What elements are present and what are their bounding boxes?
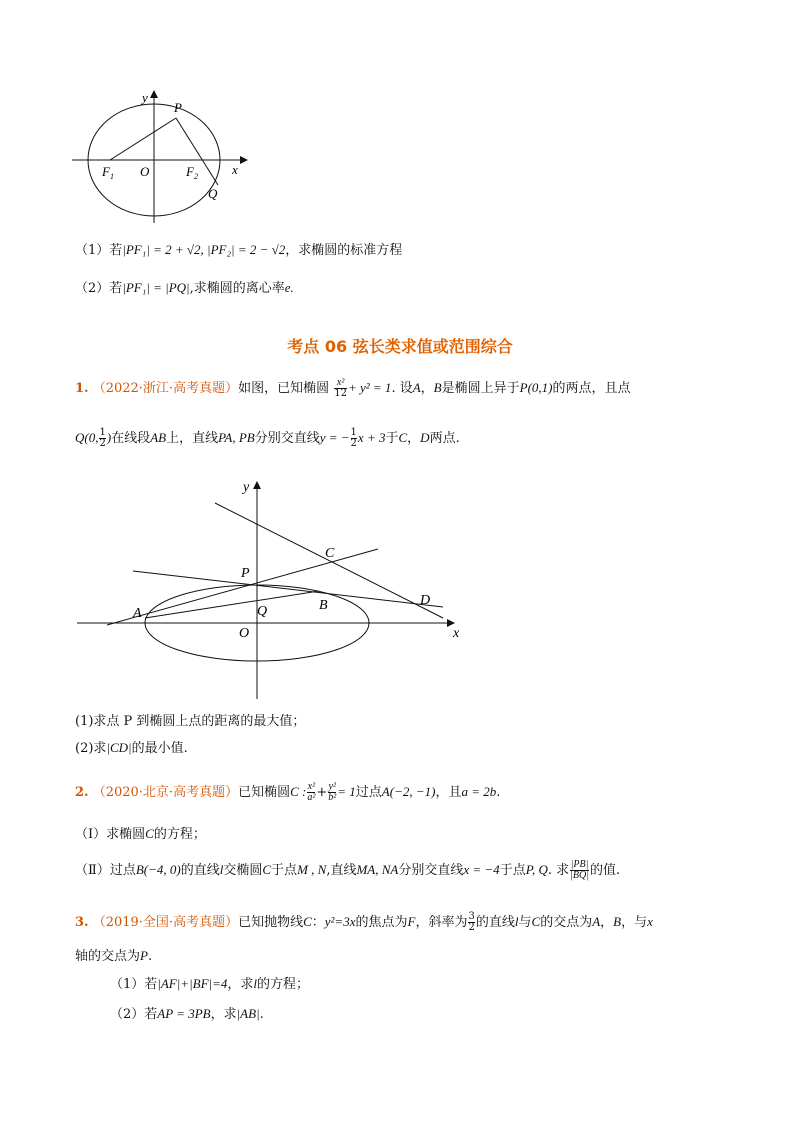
label-x: x: [453, 626, 460, 641]
prev-question-1: （1）若|PF₁| = 2 + √2, |PF₂| = 2 − √2，求椭圆的标准方程: [75, 242, 403, 258]
label-y: y: [142, 90, 148, 105]
label-c: C: [325, 546, 335, 561]
line-pa-extended: [107, 549, 378, 625]
label-q: Q: [257, 604, 268, 619]
label-x: x: [232, 162, 238, 177]
problem-1-sub-1: (1)求点 P 到椭圆上点的距离的最大值；: [75, 714, 306, 729]
problem-3-part-2: （2）若AP = 3PB，求|AB|.: [110, 1006, 264, 1022]
problem-2-line-1: 2. （2020·北京·高考真题）已知椭圆C : $\frac{\text{x²}}{\text{a²}}$ + $\frac{\text{y²}}{\text{b²}}$ = 1过点A(−2, −1)，且a = 2b.: [75, 781, 501, 803]
label-d: D: [420, 593, 431, 608]
problem-3-line-1: 3. （2019·全国·高考真题）已知抛物线C：y²=3x的焦点为F，斜率为 $\frac{3}{2}$ 的直线l与C的交点为A，B，与x: [75, 911, 653, 933]
problem-3-line-2: 轴的交点为P.: [75, 948, 153, 964]
chord-ab: [145, 591, 319, 618]
label-y: y: [243, 480, 250, 495]
label-o: O: [239, 626, 250, 641]
problem-3-part-1: （1）若|AF|+|BF|=4，求l的方程；: [110, 976, 310, 992]
ellipse-fraction: $\frac{\text{x²}}{12}$: [334, 377, 347, 399]
prev-question-2: （2）若|PF₁| = |PQ|,求椭圆的离心率e.: [75, 280, 294, 296]
label-b: B: [319, 598, 328, 613]
problem-1-line-1: 1. （2022·浙江·高考真题）如图，已知椭圆 $\frac{\text{x²}}{12}$ + y² = 1. 设A，B是椭圆上异于P(0,1)的两点，且点: [75, 377, 631, 399]
x-arrow: [240, 156, 248, 164]
label-a: A: [133, 606, 142, 621]
y-arrow: [253, 481, 261, 489]
line-pb-extended: [133, 571, 443, 607]
ellipse-foci-figure: [70, 88, 255, 228]
problem-2-part-1: （Ⅰ）求椭圆C的方程；: [75, 826, 206, 842]
section-title: 考点 06 弦长类求值或范围综合: [287, 337, 513, 356]
problem-2-part-2: （Ⅱ）过点B(−4, 0)的直线l交椭圆C于点M , N,直线MA, NA分别交直线x = −4于点P, Q. 求 $\frac{|PB|}{|BQ|}$ 的值.: [75, 859, 621, 881]
label-q: Q: [208, 186, 218, 201]
label-p: P: [174, 100, 182, 115]
ellipse-lines-figure: [75, 475, 475, 705]
problem-1-sub-2: (2)求|CD|的最小值.: [75, 740, 188, 756]
label-f1: $F_1$: [102, 164, 114, 181]
label-o: O: [140, 164, 150, 179]
label-f2: $F_2$: [186, 164, 198, 181]
label-p: P: [241, 566, 250, 581]
problem-1-line-2: Q(0, $\frac{1}{2}$ )在线段AB上，直线PA, PB分别交直线y = − $\frac{1}{2}$ x + 3于C，D两点.: [75, 427, 460, 449]
y-arrow: [150, 90, 158, 98]
segment-f1-p: [110, 118, 176, 160]
